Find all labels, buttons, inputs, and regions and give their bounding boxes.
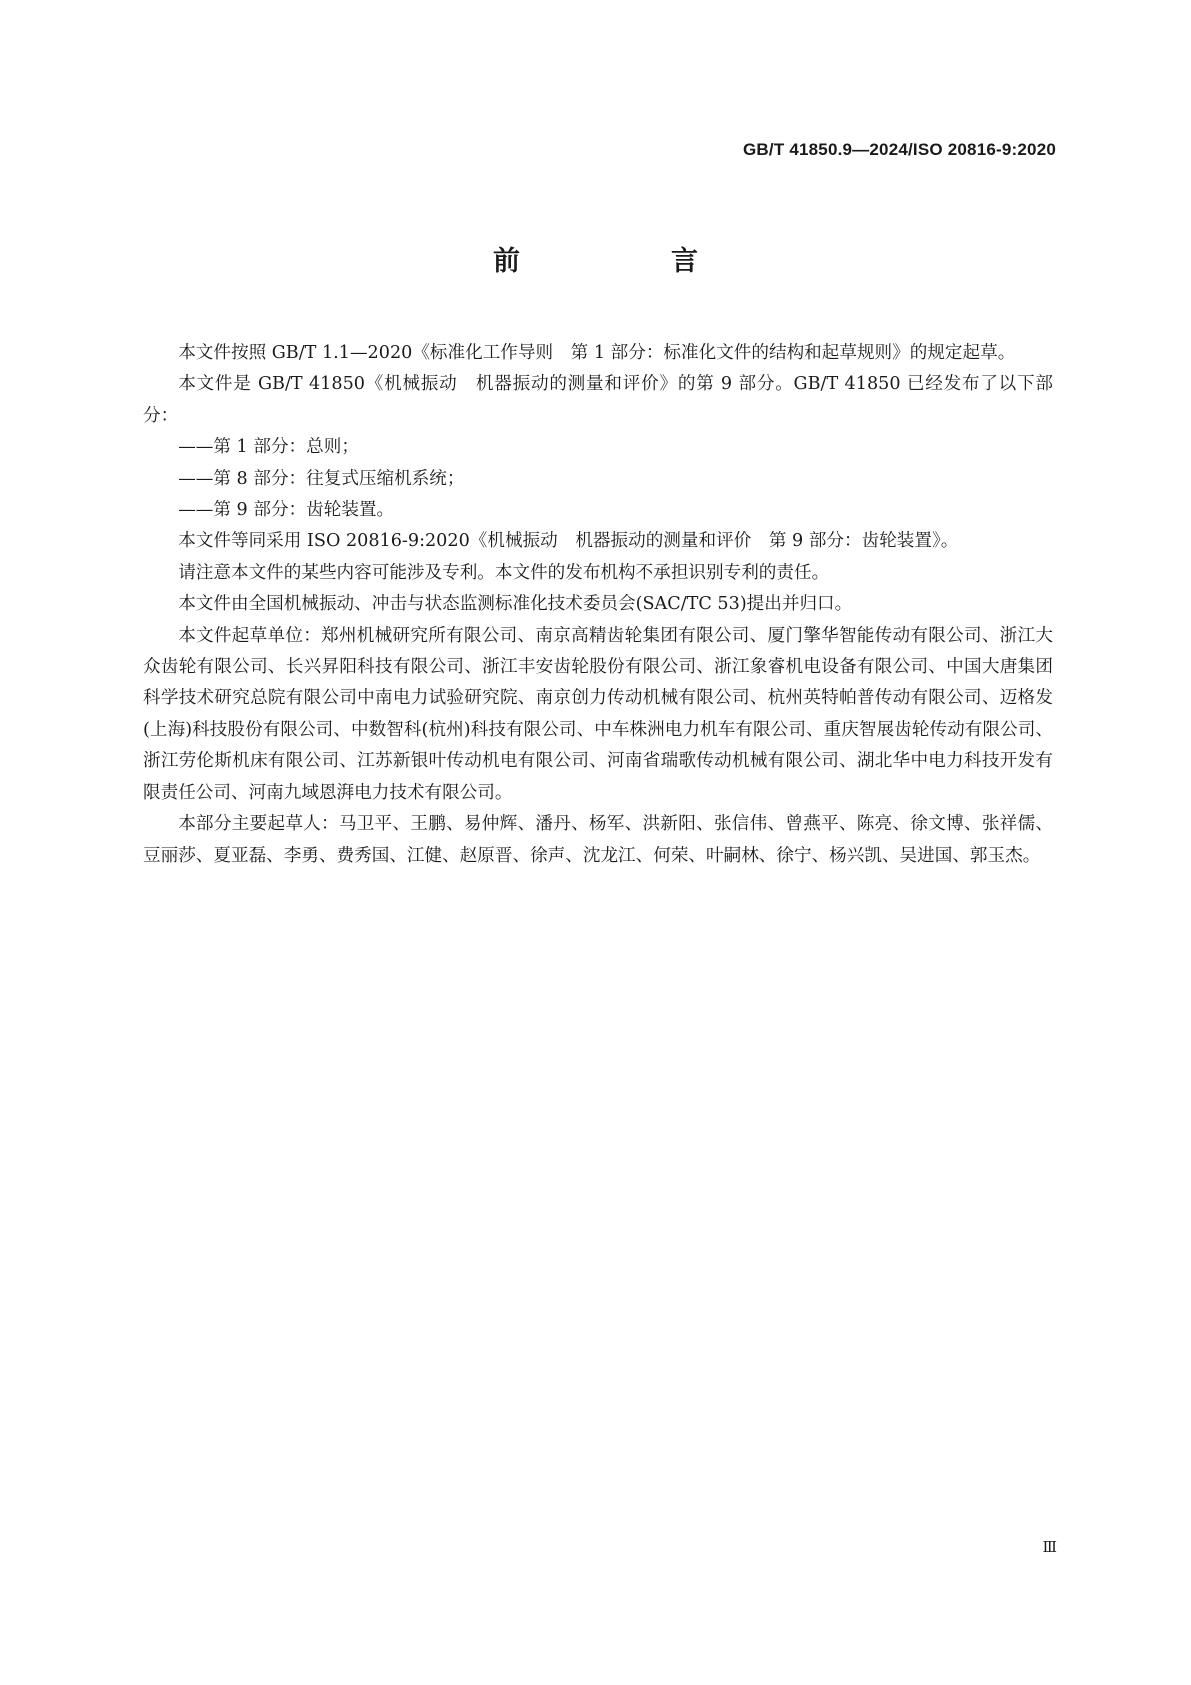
list-item-part-8: ——第 8 部分：往复式压缩机系统；: [178, 468, 465, 489]
paragraph-drafters: 本部分主要起草人：马卫平、王鹏、易仲辉、潘丹、杨军、洪新阳、张信伟、曾燕平、陈亮、徐文博、张祥儒、豆丽莎、夏亚磊、李勇、费秀国、江健、赵原晋、徐声、沈龙江、何荣、叶嗣林、徐宁、杨兴凯、吴进国、郭玉杰。: [143, 814, 1053, 866]
paragraph-committee: 本文件由全国机械振动、冲击与状态监测标准化技术委员会(SAC/TC 53)提出并归口。: [178, 594, 853, 615]
standard-code: GB/T 41850.9—2024/ISO 20816-9:2020: [743, 140, 1056, 159]
paragraph-series-intro: 本文件是 GB/T 41850《机械振动 机器振动的测量和评价》的第 9 部分。GB/T 41850 已经发布了以下部分：: [143, 374, 1053, 426]
paragraph-patent-notice: 请注意本文件的某些内容可能涉及专利。本文件的发布机构不承担识别专利的责任。: [178, 562, 830, 583]
paragraph-drafting-units: 本文件起草单位：郑州机械研究所有限公司、南京高精齿轮集团有限公司、厦门擎华智能传动有限公司、浙江大众齿轮有限公司、长兴昇阳科技有限公司、浙江丰安齿轮股份有限公司、浙江象睿机电设备有限公司、中国大唐集团科学技术研究总院有限公司中南电力试验研究院、南京创力传动机械有限公司、杭州英特帕普传动有限公司、迈格发(上海)科技股份有限公司、中数智科(杭州)科技有限公司、中车株洲电力机车有限公司、重庆智展齿轮传动有限公司、浙江劳伦斯机床有限公司、江苏新银叶传动机电有限公司、河南省瑞歌传动机械有限公司、湖北华中电力科技开发有限责任公司、河南九域恩湃电力技术有限公司。: [143, 625, 1053, 803]
page-number: Ⅲ: [1042, 1540, 1057, 1556]
paragraph-drafting-rules: 本文件按照 GB/T 1.1—2020《标准化工作导则 第 1 部分：标准化文件的结构和起草规则》的规定起草。: [178, 343, 1016, 363]
paragraph-iso-adoption: 本文件等同采用 ISO 20816-9:2020《机械振动 机器振动的测量和评价 第 9 部分：齿轮装置》。: [178, 531, 959, 552]
list-item-part-9: ——第 9 部分：齿轮装置。: [178, 500, 395, 521]
list-item-part-1: ——第 1 部分：总则；: [178, 437, 359, 458]
page-title: 前 言: [493, 246, 760, 277]
foreword-body: [143, 338, 1053, 872]
